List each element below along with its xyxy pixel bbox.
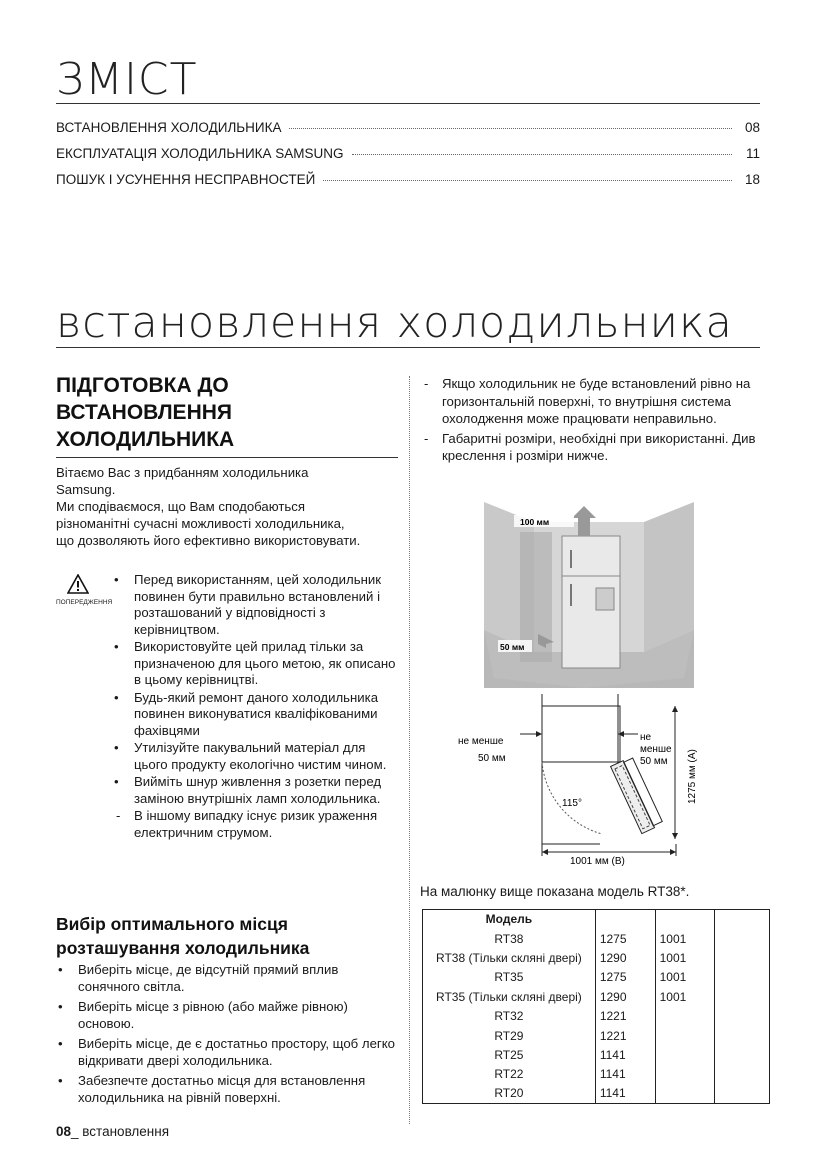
width-cell bbox=[655, 1084, 715, 1103]
width-cell: 1001 bbox=[655, 948, 715, 967]
table-row bbox=[423, 987, 770, 1006]
model-dimensions-table bbox=[422, 909, 770, 1104]
right-gap-label-2: менше bbox=[640, 744, 672, 755]
prep-heading-line: ХОЛОДИЛЬНИКА bbox=[56, 428, 235, 451]
width-cell bbox=[655, 1045, 715, 1064]
model-cell: RT35 (Тільки скляні двері) bbox=[423, 987, 596, 1006]
model-cell: RT20 bbox=[423, 1084, 596, 1103]
table-row bbox=[423, 1065, 770, 1084]
left-column bbox=[56, 372, 398, 549]
intro-line: різноманітні сучасні можливості холодильника, bbox=[56, 516, 345, 531]
table-row bbox=[423, 1026, 770, 1045]
intro-line: Ми сподіваємося, що Вам сподобаються bbox=[56, 499, 306, 514]
height-cell: 1221 bbox=[595, 1006, 655, 1025]
height-cell: 1141 bbox=[595, 1065, 655, 1084]
extra-cell bbox=[715, 987, 770, 1006]
table-header-model: Модель bbox=[423, 910, 596, 929]
place-list bbox=[56, 961, 398, 1109]
width-cell: 1001 bbox=[655, 968, 715, 987]
prep-heading-line: ПІДГОТОВКА ДО bbox=[56, 374, 229, 397]
toc-item-label: ЕКСПЛУАТАЦІЯ ХОЛОДИЛЬНИКА SAMSUNG bbox=[56, 146, 344, 161]
right-gap-label-1: не bbox=[640, 732, 652, 743]
note-item: - Габаритні розміри, необхідні при використанні. Див креслення і розміри нижче. bbox=[420, 430, 765, 465]
model-cell: RT32 bbox=[423, 1006, 596, 1025]
right-notes bbox=[420, 375, 765, 467]
height-cell: 1290 bbox=[595, 948, 655, 967]
table-header-extra bbox=[715, 910, 770, 929]
table-row bbox=[423, 1006, 770, 1025]
door-swing-figure bbox=[450, 694, 710, 870]
table-row bbox=[423, 1045, 770, 1064]
warning-item: • Перед використанням, цей холодильник повинен бути правильно встановлений і розташований у відповідності з керівництвом. bbox=[112, 572, 398, 638]
width-cell: 1001 bbox=[655, 929, 715, 948]
warning-triangle-icon bbox=[56, 574, 113, 606]
figure-caption: На малюнку вище показана модель RT38*. bbox=[420, 884, 690, 899]
extra-cell bbox=[715, 1026, 770, 1045]
toc-dot-leader bbox=[289, 128, 732, 129]
toc-list bbox=[56, 120, 760, 198]
angle-label: 115° bbox=[562, 798, 582, 809]
place-item: • Виберіть місце, де відсутній прямий вплив сонячного світла. bbox=[56, 961, 398, 995]
toc-item[interactable] bbox=[56, 146, 760, 172]
table-row bbox=[423, 1084, 770, 1103]
place-heading-line: Вибір оптимального місця bbox=[56, 914, 288, 934]
intro-line: Samsung. bbox=[56, 482, 116, 497]
toc-item-label: ПОШУК І УСУНЕННЯ НЕСПРАВНОСТЕЙ bbox=[56, 172, 316, 187]
toc-item-label: ВСТАНОВЛЕННЯ ХОЛОДИЛЬНИКА bbox=[56, 120, 282, 135]
model-cell: RT29 bbox=[423, 1026, 596, 1045]
width-cell: 1001 bbox=[655, 987, 715, 1006]
table-header-b bbox=[655, 910, 715, 929]
extra-cell bbox=[715, 929, 770, 948]
extra-cell bbox=[715, 948, 770, 967]
footer-section: _ встановлення bbox=[71, 1124, 170, 1139]
warning-label: ПОПЕРЕДЖЕННЯ bbox=[56, 599, 113, 606]
warning-item: • Будь-який ремонт даного холодильника повинен виконуватися кваліфікованими фахівцями bbox=[112, 690, 398, 740]
table-row bbox=[423, 948, 770, 967]
width-cell bbox=[655, 1065, 715, 1084]
model-cell: RT38 bbox=[423, 929, 596, 948]
toc-dot-leader bbox=[352, 154, 732, 155]
section-title: встановлення холодильника bbox=[56, 298, 733, 348]
extra-cell bbox=[715, 1006, 770, 1025]
toc-title: ЗМІСТ bbox=[56, 54, 198, 105]
left-gap-label-1: не менше bbox=[458, 736, 504, 747]
section-divider bbox=[56, 347, 760, 348]
warning-subitem: - В іншому випадку існує ризик ураження електричним струмом. bbox=[112, 808, 398, 841]
toc-item-page: 11 bbox=[745, 146, 760, 161]
height-cell: 1141 bbox=[595, 1084, 655, 1103]
table-row bbox=[423, 929, 770, 948]
installation-clearance-figure bbox=[484, 502, 694, 688]
prep-heading-line: ВСТАНОВЛЕННЯ bbox=[56, 401, 232, 424]
warning-item: • Використовуйте цей прилад тільки за призначеною для цього метою, як описано в цьому керівництві. bbox=[112, 639, 398, 689]
toc-item[interactable] bbox=[56, 120, 760, 146]
model-cell: RT35 bbox=[423, 968, 596, 987]
warning-triangle-icon-graphic bbox=[67, 574, 89, 594]
intro-text bbox=[56, 464, 398, 549]
table-row bbox=[423, 968, 770, 987]
note-item: - Якщо холодильник не буде встановлений рівно на горизонтальній поверхні, то внутрішня система охолодження може працювати неправильно. bbox=[420, 375, 765, 428]
model-cell: RT22 bbox=[423, 1065, 596, 1084]
model-cell: RT38 (Тільки скляні двері) bbox=[423, 948, 596, 967]
extra-cell bbox=[715, 1045, 770, 1064]
table-header-row bbox=[423, 910, 770, 929]
place-item: • Виберіть місце, де є достатньо простору, щоб легко відкривати двері холодильника. bbox=[56, 1035, 398, 1069]
width-label: 1001 мм (B) bbox=[570, 856, 625, 867]
top-clearance-label: 100 мм bbox=[520, 517, 550, 527]
height-cell: 1290 bbox=[595, 987, 655, 1006]
heading-divider bbox=[56, 457, 398, 458]
warning-block bbox=[56, 572, 398, 842]
warning-item: • Утилізуйте пакувальний матеріал для цього продукту екологічно чистим чином. bbox=[112, 740, 398, 773]
extra-cell bbox=[715, 1065, 770, 1084]
width-cell bbox=[655, 1006, 715, 1025]
height-cell: 1141 bbox=[595, 1045, 655, 1064]
place-item: • Забезпечте достатньо місця для встановлення холодильника на рівній поверхні. bbox=[56, 1072, 398, 1106]
height-cell: 1221 bbox=[595, 1026, 655, 1045]
warning-list bbox=[112, 572, 398, 841]
toc-item-page: 18 bbox=[744, 172, 760, 187]
toc-item-page: 08 bbox=[744, 120, 760, 135]
intro-line: Вітаємо Вас з придбанням холодильника bbox=[56, 465, 309, 480]
place-item: • Виберіть місце з рівною (або майже рівною) основою. bbox=[56, 998, 398, 1032]
place-heading-line: розташування холодильника bbox=[56, 938, 310, 958]
model-cell: RT25 bbox=[423, 1045, 596, 1064]
intro-line: що дозволяють його ефективно використовувати. bbox=[56, 533, 361, 548]
table-header-a bbox=[595, 910, 655, 929]
footer-page-number: 08 bbox=[56, 1124, 72, 1139]
left-gap-label-2: 50 мм bbox=[478, 753, 506, 764]
toc-divider bbox=[56, 103, 760, 104]
toc-item[interactable] bbox=[56, 172, 760, 198]
extra-cell bbox=[715, 968, 770, 987]
page-footer bbox=[56, 1124, 169, 1139]
place-heading bbox=[56, 912, 398, 960]
right-gap-label-3: 50 мм bbox=[640, 756, 668, 767]
toc-dot-leader bbox=[323, 180, 732, 181]
column-divider bbox=[409, 376, 410, 1124]
height-cell: 1275 bbox=[595, 929, 655, 948]
extra-cell bbox=[715, 1084, 770, 1103]
height-label: 1275 мм (A) bbox=[687, 749, 698, 804]
side-clearance-label: 50 мм bbox=[500, 642, 525, 652]
warning-item: • Вийміть шнур живлення з розетки перед заміною внутрішніх ламп холодильника. bbox=[112, 774, 398, 807]
prep-heading bbox=[56, 372, 398, 453]
width-cell bbox=[655, 1026, 715, 1045]
height-cell: 1275 bbox=[595, 968, 655, 987]
